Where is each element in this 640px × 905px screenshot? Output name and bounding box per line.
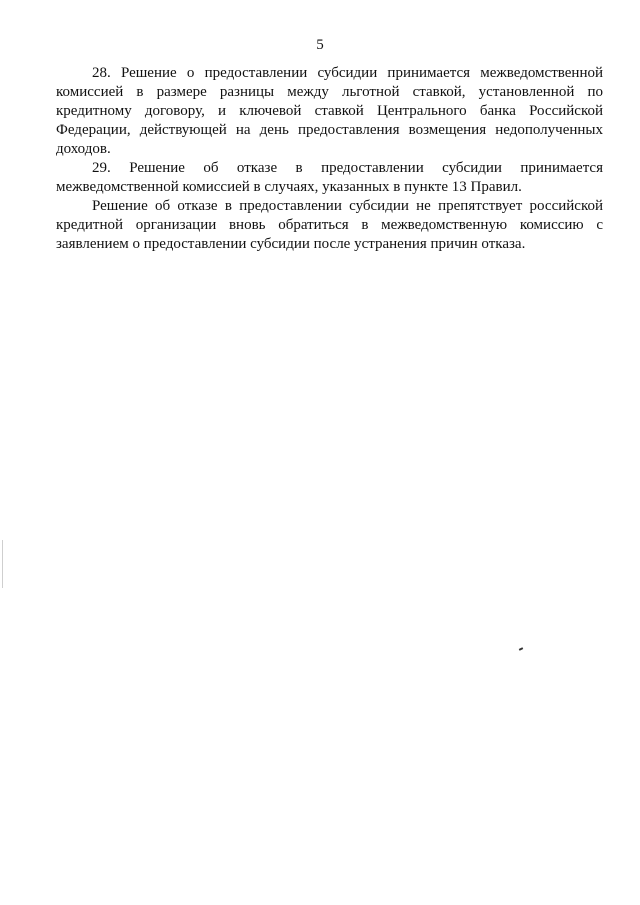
paragraph-refusal-note: Решение об отказе в предоставлении субсидии не препятствует российской кредитной организации вновь обратиться в межведомственную комиссию с заявлением о предоставлении субсидии после устранения причин отказа. xyxy=(56,198,603,252)
paragraph-28: 28. Решение о предоставлении субсидии принимается межведомственной комиссией в размере разницы между льготной ставкой, установленной по кредитному договору, и ключевой ставкой Центрального банка Российской Федерации, действующей на день предоставления возмещения недополученных доходов. xyxy=(56,65,603,157)
scan-artifact-mark xyxy=(519,647,523,651)
document-body xyxy=(56,64,603,254)
scan-edge-artifact xyxy=(2,540,3,588)
paragraph-29: 29. Решение об отказе в предоставлении субсидии принимается межведомственной комиссией в случаях, указанных в пункте 13 Правил. xyxy=(56,160,603,195)
page-number: 5 xyxy=(316,37,324,53)
